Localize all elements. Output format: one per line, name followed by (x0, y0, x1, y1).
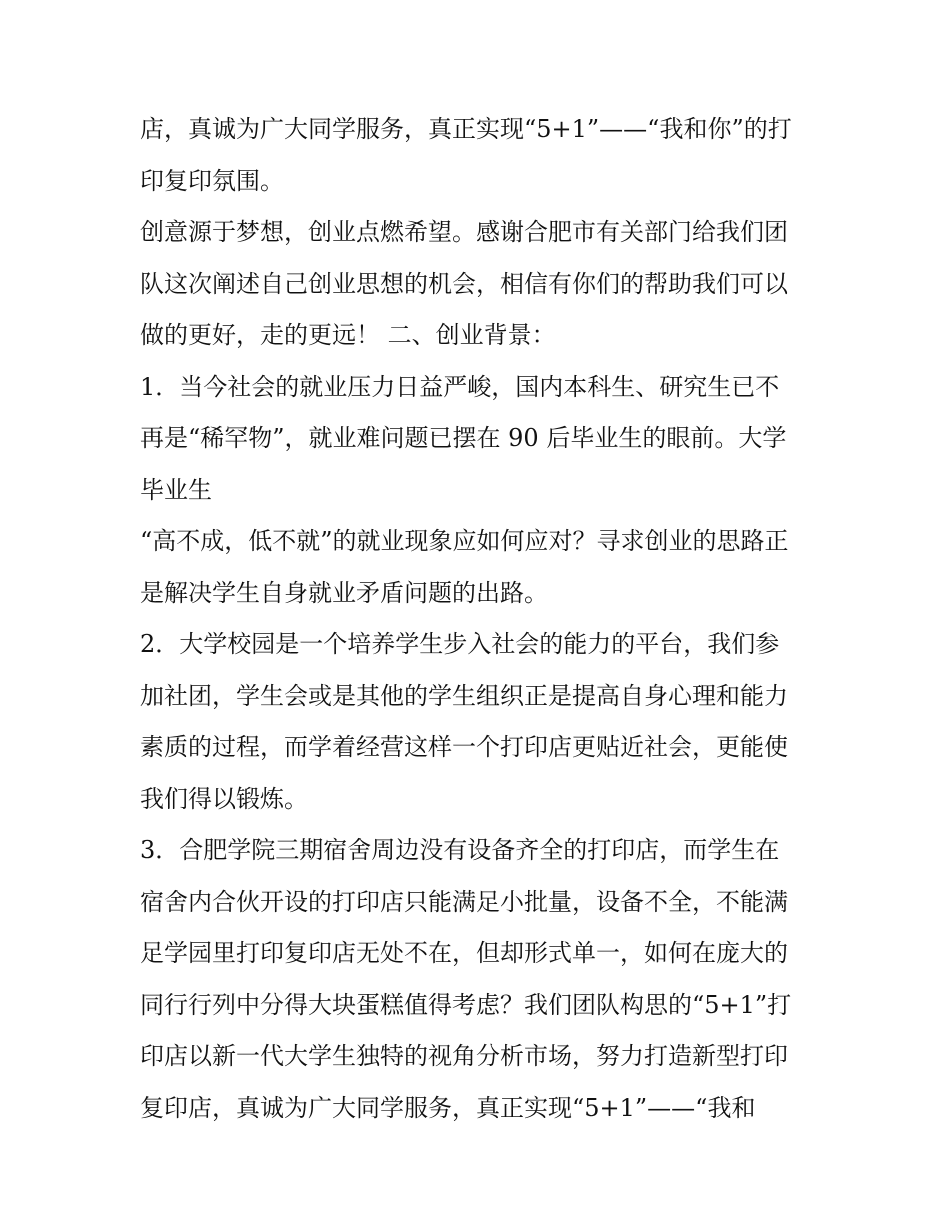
text-line: 创意源于梦想，创业点燃希望。感谢合肥市有关部门给我们团 (140, 218, 788, 246)
text-line: 印复印氛围。 (140, 166, 284, 195)
text-line: 复印店，真诚为广大同学服务，真正实现“5+1”——“我和 (140, 1093, 756, 1122)
text-line: 加社团，学生会或是其他的学生组织正是提高自身心理和能力 (140, 681, 788, 710)
text-line: 是解决学生自身就业矛盾问题的出路。 (140, 578, 548, 607)
text-line: 印店以新一代大学生独特的视角分析市场，努力打造新型打印 (140, 1042, 788, 1070)
text-line: 我们得以锻炼。 (140, 784, 308, 813)
text-line: 再是“稀罕物”，就业难问题已摆在 90 后毕业生的眼前。大学 (140, 424, 787, 452)
text-line: 素质的过程，而学着经营这样一个打印店更贴近社会，更能使 (140, 733, 788, 761)
text-line: “高不成，低不就”的就业现象应如何应对？寻求创业的思路正 (140, 527, 789, 555)
text-line: 做的更好，走的更远！ 二、创业背景： (140, 321, 556, 349)
text-line: 2．大学校园是一个培养学生步入社会的能力的平台，我们参 (140, 630, 780, 658)
body-text (140, 104, 820, 1134)
text-line: 宿舍内合伙开设的打印店只能满足小批量，设备不全，不能满 (140, 887, 788, 916)
text-line: 足学园里打印复印店无处不在，但却形式单一，如何在庞大的 (140, 939, 788, 967)
text-line: 队这次阐述自己创业思想的机会，相信有你们的帮助我们可以 (140, 269, 788, 298)
text-line: 店，真诚为广大同学服务，真正实现“5+1”——“我和你”的打 (140, 115, 792, 143)
text-line: 毕业生 (140, 475, 212, 504)
text-line: 1．当今社会的就业压力日益严峻，国内本科生、研究生已不 (140, 372, 780, 401)
text-line: 3．合肥学院三期宿舍周边没有设备齐全的打印店，而学生在 (140, 836, 780, 864)
text-line: 同行行列中分得大块蛋糕值得考虑？我们团队构思的“5+1”打 (140, 990, 792, 1019)
